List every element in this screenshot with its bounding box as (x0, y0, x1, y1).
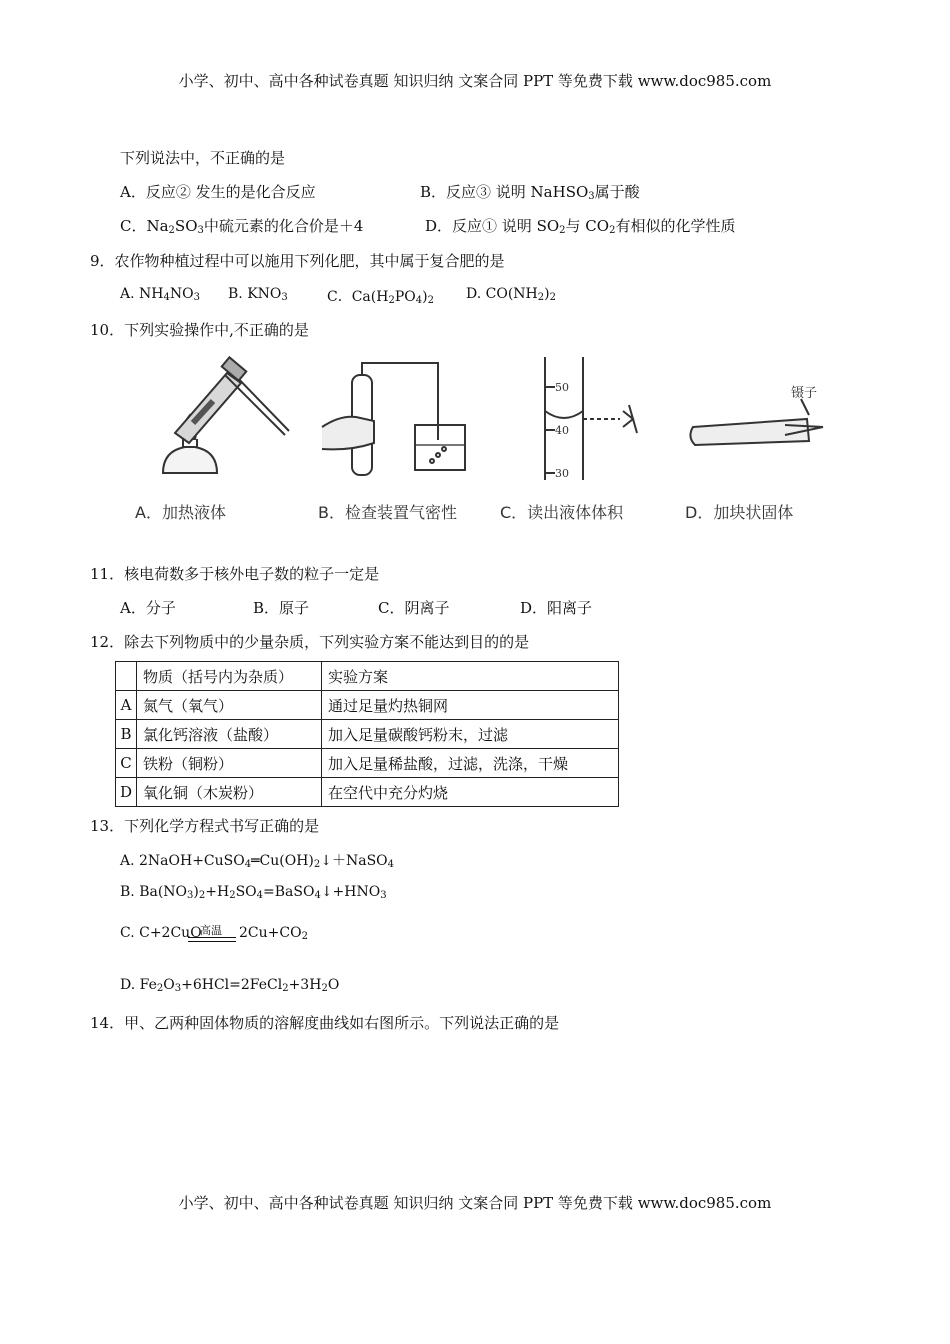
q13-option-c-left: C. C+2CuO (120, 925, 202, 941)
table-cell: A (116, 691, 137, 720)
q10-caption-b: B．检查装置气密性 (318, 503, 457, 522)
table-row (116, 691, 619, 720)
tweezers-label: 镊子 (791, 386, 818, 401)
table-cell: 实验方案 (322, 662, 619, 691)
q8-option-c: C．$Na_2SO_3$中硫元素的化合价是＋4 (120, 217, 364, 236)
scale-label-50: 50 (555, 381, 569, 394)
table-row (116, 720, 619, 749)
q11-option-d: D．阳离子 (520, 599, 593, 617)
table-cell: D (116, 778, 137, 807)
q9-stem: 9．农作物种植过程中可以施用下列化肥，其中属于复合肥的是 (90, 252, 505, 270)
q13-condition-label: 高温 (200, 924, 222, 937)
q11-option-b: B．原子 (253, 599, 310, 617)
q11-option-a: A．分子 (120, 599, 176, 617)
scale-label-40: 40 (555, 424, 569, 437)
table-cell: 铁粉（铜粉） (137, 749, 322, 778)
q10-caption-d: D．加块状固体 (685, 503, 794, 522)
table-cell: 氧化铜（木炭粉） (137, 778, 322, 807)
figure-reading-cylinder (525, 355, 665, 490)
page-footer: 小学、初中、高中各种试卷真题 知识归纳 文案合同 PPT 等免费下载 www.doc985.com (178, 1194, 772, 1212)
q13-option-a: A. $2NaOH+CuSO_4═Cu(OH)_2↓+NaSO_4$ (120, 853, 395, 870)
scale-label-30: 30 (555, 467, 569, 480)
table-header-row (116, 662, 619, 691)
q9-option-c: C．$Ca(H_2PO_4)_2$ (327, 289, 434, 306)
q13-option-c-right: $2Cu+CO_2$ (239, 925, 308, 942)
table-row (116, 749, 619, 778)
q9-option-b: B. $KNO_3$ (228, 286, 288, 303)
figure-airtightness-check (320, 355, 480, 490)
table-cell: 氮气（氧气） (137, 691, 322, 720)
table-cell: 加入足量稀盐酸，过滤，洗涤，干燥 (322, 749, 619, 778)
table-cell: 氯化钙溶液（盐酸） (137, 720, 322, 749)
q9-option-d: D. $CO(NH_2)_2$ (466, 286, 556, 303)
q13-option-d: D. $Fe_2O_3+6HCl=2FeCl_2+3H_2O$ (120, 977, 340, 994)
figure-adding-solid (685, 355, 835, 490)
q8-option-a: A．反应② 发生的是化合反应 (120, 183, 316, 201)
q14-stem: 14．甲、乙两种固体物质的溶解度曲线如右图所示。下列说法正确的是 (90, 1014, 560, 1032)
q10-caption-c: C．读出液体体积 (500, 503, 624, 522)
q13-stem: 13．下列化学方程式书写正确的是 (90, 817, 320, 835)
q12-table (115, 661, 619, 807)
q10-caption-a: A．加热液体 (135, 503, 226, 522)
q13-option-b: B. $Ba(NO_3)_2+H_2SO_4=BaSO_4↓+HNO_3$ (120, 884, 387, 901)
q8-stem: 下列说法中，不正确的是 (120, 149, 286, 167)
q9-option-a: A. $NH_4NO_3$ (120, 286, 200, 303)
table-cell: 通过足量灼热铜网 (322, 691, 619, 720)
table-cell: 物质（括号内为杂质） (137, 662, 322, 691)
table-cell (116, 662, 137, 691)
q8-option-b: B．反应③ 说明 NaHSO$_3$属于酸 (420, 183, 640, 202)
equation-double-line (188, 937, 236, 942)
q11-stem: 11．核电荷数多于核外电子数的粒子一定是 (90, 565, 380, 583)
table-cell: B (116, 720, 137, 749)
page-header: 小学、初中、高中各种试卷真题 知识归纳 文案合同 PPT 等免费下载 www.doc985.com (178, 72, 772, 90)
q12-stem: 12．除去下列物质中的少量杂质，下列实验方案不能达到目的的是 (90, 633, 530, 651)
table-cell: 在空代中充分灼烧 (322, 778, 619, 807)
figure-heating-liquid (145, 355, 305, 490)
table-cell: 加入足量碳酸钙粉末，过滤 (322, 720, 619, 749)
q10-stem: 10．下列实验操作中,不正确的是 (90, 321, 309, 339)
q11-option-c: C．阴离子 (378, 599, 450, 617)
table-cell: C (116, 749, 137, 778)
table-row (116, 778, 619, 807)
q8-option-d: D．反应① 说明 $SO_2$与 $CO_2$有相似的化学性质 (425, 217, 736, 236)
